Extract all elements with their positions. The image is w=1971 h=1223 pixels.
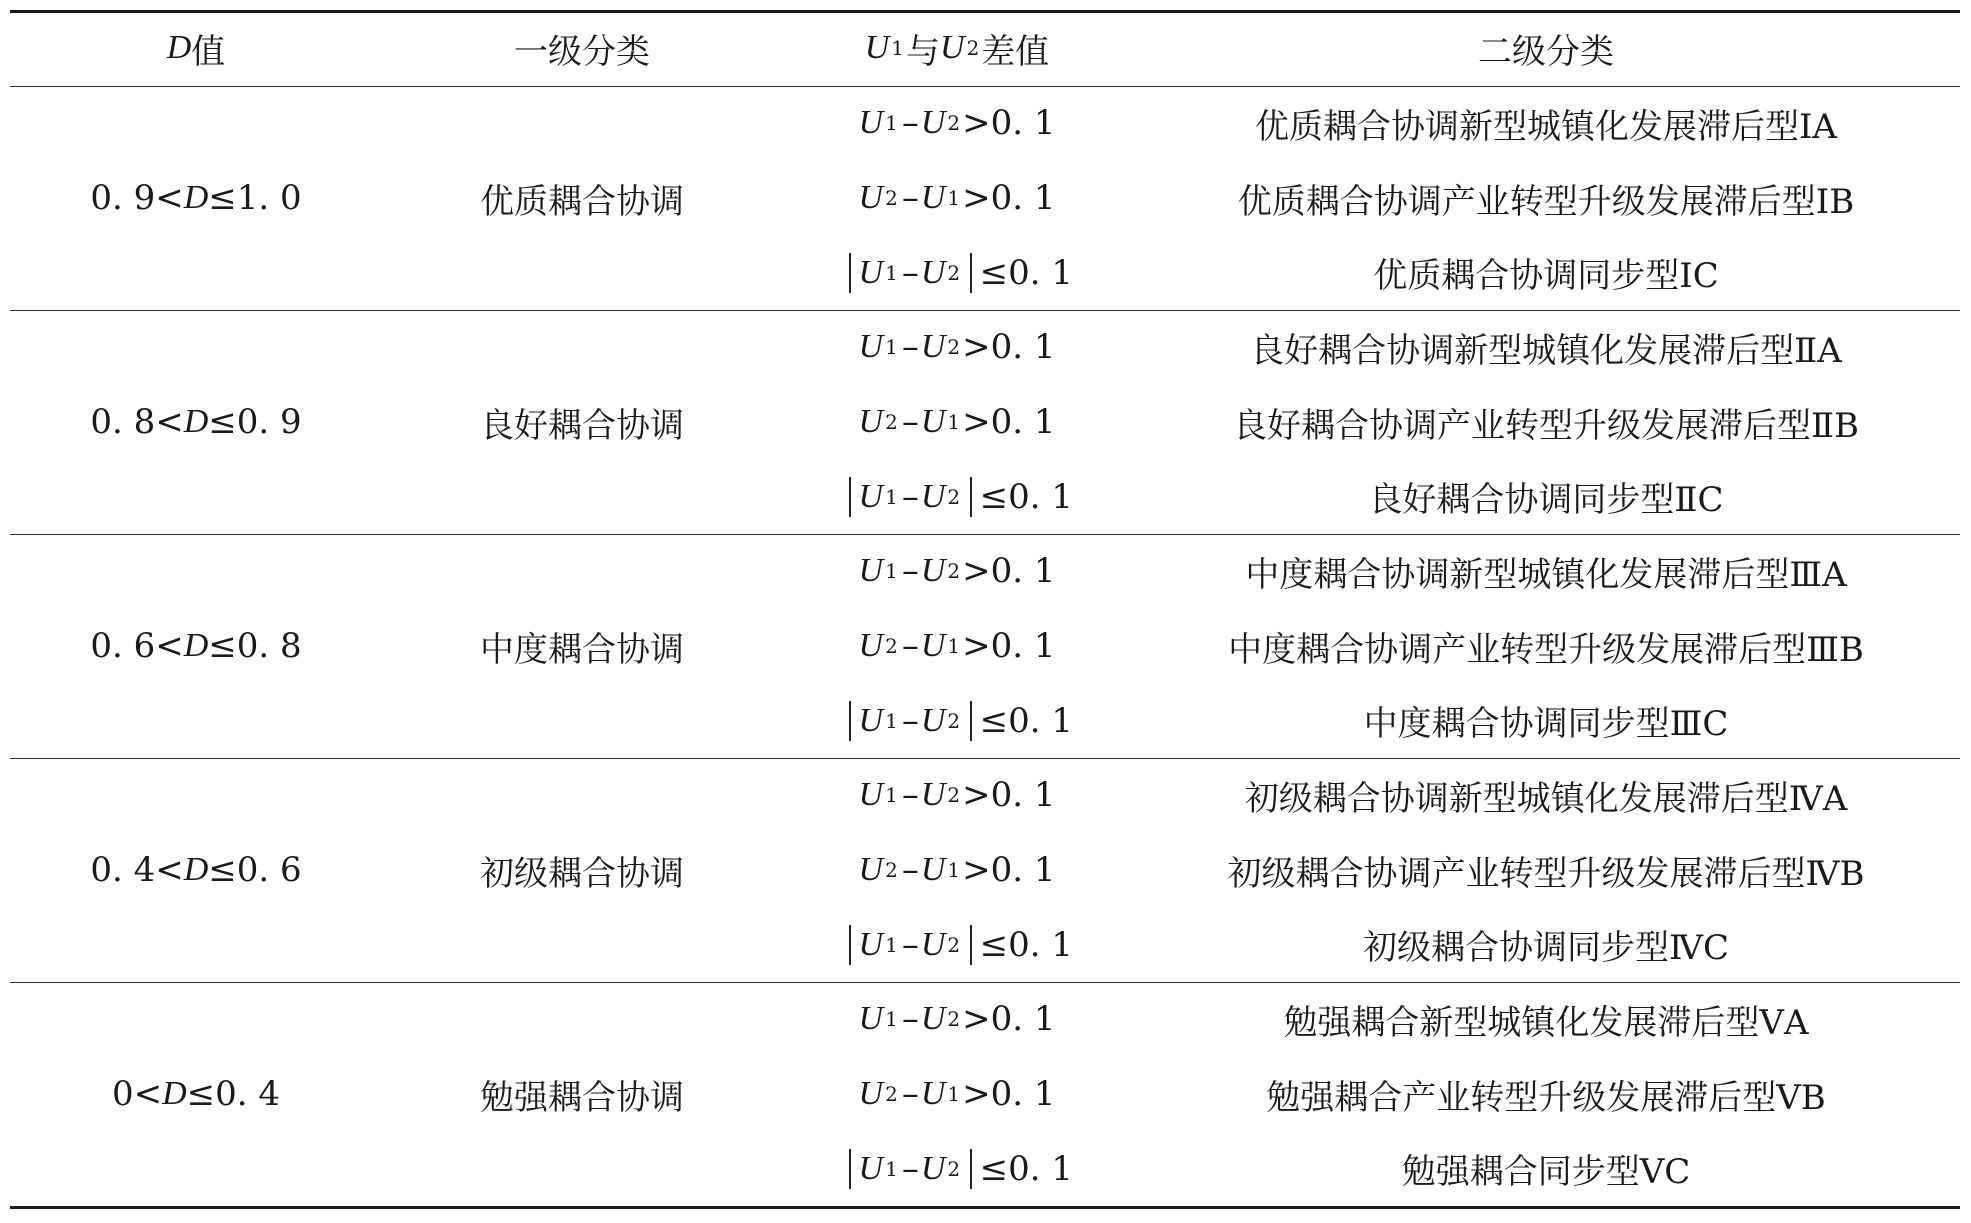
diff-threshold: ≤0. 1	[979, 700, 1073, 741]
level2-cell: 优质耦合协调同步型ⅠC	[1373, 256, 1719, 297]
diff-u-sub: 1	[885, 1007, 898, 1032]
diff-threshold: >0. 1	[962, 402, 1056, 443]
table-bottom-rule	[10, 1206, 1960, 1209]
diff-minus: –	[901, 924, 919, 965]
level2-cell: 初级耦合协调新型城镇化发展滞后型ⅣA	[1244, 778, 1848, 819]
diff-u-sub: 2	[947, 708, 961, 733]
diff-u-var: U	[920, 1075, 946, 1113]
diff-u-sub: 1	[885, 335, 898, 360]
header-d-value	[10, 10, 382, 86]
difference-cell	[782, 385, 1132, 460]
diff-minus: –	[901, 850, 919, 891]
difference-cell	[782, 907, 1132, 982]
difference-cell	[782, 1131, 1132, 1206]
diff-minus: –	[901, 402, 919, 443]
diff-u-var: U	[920, 104, 946, 142]
d-range-cell	[10, 534, 382, 758]
diff-threshold: >0. 1	[962, 850, 1056, 891]
diff-threshold: >0. 1	[962, 551, 1056, 592]
abs-bar-left	[849, 1149, 851, 1189]
abs-bar-left	[849, 701, 851, 741]
diff-u-sub: 2	[947, 335, 961, 360]
diff-minus: –	[901, 476, 919, 517]
diff-minus: –	[901, 551, 919, 592]
level2-cell: 良好耦合协调产业转型升级发展滞后型ⅡB	[1232, 405, 1860, 446]
diff-u-sub: 2	[947, 111, 961, 136]
diff-u-sub: 2	[947, 484, 961, 509]
abs-bar-left	[849, 253, 851, 293]
difference-cell	[782, 534, 1132, 609]
level2-cell: 勉强耦合产业转型升级发展滞后型ⅤB	[1266, 1077, 1826, 1118]
header-d-suffix: 值	[191, 31, 226, 72]
diff-minus: –	[901, 178, 919, 219]
d-range-var: D	[183, 403, 209, 440]
diff-u-sub: 2	[947, 559, 961, 584]
diff-threshold: ≤0. 1	[979, 476, 1073, 517]
d-range-cell	[10, 310, 382, 534]
diff-u-var: U	[920, 552, 946, 590]
diff-u-sub: 2	[885, 410, 898, 435]
diff-u-sub: 1	[885, 708, 898, 733]
header-u1-var: U	[864, 29, 890, 66]
header-diff-suffix: 差值	[981, 31, 1050, 72]
level2-cell: 中度耦合协调新型城镇化发展滞后型ⅢA	[1245, 554, 1847, 595]
diff-u-var: U	[858, 552, 884, 590]
diff-u-sub: 2	[947, 1007, 961, 1032]
level2-cell: 优质耦合协调新型城镇化发展滞后型ⅠA	[1255, 106, 1837, 147]
d-range-var: D	[183, 627, 209, 664]
diff-u-var: U	[920, 1149, 946, 1187]
diff-threshold: >0. 1	[962, 327, 1056, 368]
level2-cell: 优质耦合协调产业转型升级发展滞后型ⅠB	[1237, 181, 1855, 222]
d-range-low: 0. 4<	[90, 850, 184, 890]
diff-minus: –	[901, 626, 919, 667]
diff-u-sub: 2	[885, 858, 898, 883]
diff-u-var: U	[920, 1000, 946, 1038]
diff-u-var: U	[858, 1075, 884, 1113]
header-level2: 二级分类	[1478, 31, 1614, 72]
diff-u-var: U	[920, 179, 946, 217]
diff-threshold: >0. 1	[962, 103, 1056, 144]
header-and: 与	[906, 31, 940, 72]
diff-threshold: >0. 1	[962, 1074, 1056, 1115]
d-range-var: D	[183, 851, 209, 888]
abs-bar-right	[970, 925, 972, 965]
diff-u-sub: 1	[947, 410, 961, 435]
diff-minus: –	[901, 1148, 919, 1189]
header-u1-sub: 1	[891, 36, 904, 60]
diff-minus: –	[901, 327, 919, 368]
header-u2-var: U	[940, 29, 965, 66]
level1-cell: 勉强耦合协调	[480, 1077, 684, 1118]
abs-bar-right	[970, 1149, 972, 1189]
diff-u-var: U	[858, 701, 884, 739]
d-range-low: 0<	[111, 1074, 163, 1114]
diff-u-var: U	[920, 477, 946, 515]
diff-u-var: U	[858, 179, 884, 217]
level2-cell: 勉强耦合新型城镇化发展滞后型ⅤA	[1283, 1002, 1809, 1043]
d-range-low: 0. 9<	[90, 178, 184, 218]
d-range-high: ≤0. 8	[208, 626, 302, 666]
abs-bar-right	[970, 477, 972, 517]
diff-minus: –	[901, 1074, 919, 1115]
d-range-cell	[10, 86, 382, 310]
diff-u-var: U	[858, 1149, 884, 1187]
diff-threshold: ≤0. 1	[979, 924, 1073, 965]
diff-u-var: U	[858, 776, 884, 814]
level2-cell: 勉强耦合同步型ⅤC	[1401, 1152, 1691, 1193]
difference-cell	[782, 1057, 1132, 1132]
diff-minus: –	[901, 700, 919, 741]
diff-u-var: U	[858, 403, 884, 441]
diff-u-sub: 1	[885, 260, 898, 285]
header-difference	[782, 10, 1132, 86]
diff-threshold: >0. 1	[962, 999, 1056, 1040]
diff-u-var: U	[858, 851, 884, 889]
diff-u-sub: 2	[947, 260, 961, 285]
difference-cell	[782, 609, 1132, 684]
d-range-var: D	[183, 179, 209, 216]
diff-threshold: >0. 1	[962, 626, 1056, 667]
difference-cell	[782, 459, 1132, 534]
abs-bar-left	[849, 477, 851, 517]
diff-u-var: U	[920, 627, 946, 665]
diff-u-var: U	[920, 701, 946, 739]
diff-u-var: U	[920, 403, 946, 441]
diff-minus: –	[901, 103, 919, 144]
level1-cell: 优质耦合协调	[480, 181, 684, 222]
diff-u-var: U	[858, 925, 884, 963]
d-range-high: ≤0. 4	[186, 1074, 281, 1114]
d-range-high: ≤1. 0	[208, 178, 302, 218]
level2-cell: 初级耦合协调同步型ⅣC	[1363, 928, 1729, 969]
abs-bar-right	[970, 701, 972, 741]
level2-cell: 中度耦合协调产业转型升级发展滞后型ⅢB	[1228, 629, 1864, 670]
diff-u-var: U	[858, 104, 884, 142]
d-range-low: 0. 6<	[90, 626, 184, 666]
diff-u-sub: 1	[885, 932, 898, 957]
diff-u-sub: 1	[885, 111, 898, 136]
difference-cell	[782, 833, 1132, 908]
diff-minus: –	[901, 999, 919, 1040]
diff-u-sub: 1	[947, 1082, 961, 1107]
level1-cell: 初级耦合协调	[480, 853, 684, 894]
level2-cell: 良好耦合协调同步型ⅡC	[1368, 480, 1724, 521]
diff-u-var: U	[920, 328, 946, 366]
difference-cell	[782, 161, 1132, 236]
difference-cell	[782, 683, 1132, 758]
d-range-high: ≤0. 6	[208, 850, 302, 890]
diff-u-sub: 1	[885, 484, 898, 509]
diff-u-sub: 2	[885, 186, 898, 211]
diff-u-sub: 2	[885, 634, 898, 659]
d-range-high: ≤0. 9	[208, 402, 302, 442]
header-level1: 一级分类	[514, 31, 650, 72]
diff-u-sub: 2	[885, 1082, 898, 1107]
difference-cell	[782, 86, 1132, 161]
diff-u-var: U	[858, 1000, 884, 1038]
d-range-var: D	[162, 1075, 187, 1112]
diff-minus: –	[901, 775, 919, 816]
diff-u-var: U	[920, 925, 946, 963]
diff-u-sub: 1	[947, 858, 961, 883]
diff-threshold: ≤0. 1	[979, 1148, 1073, 1189]
diff-threshold: >0. 1	[962, 775, 1056, 816]
diff-u-var: U	[920, 776, 946, 814]
difference-cell	[782, 310, 1132, 385]
d-range-cell	[10, 758, 382, 982]
diff-minus: –	[901, 252, 919, 293]
diff-u-sub: 1	[947, 186, 961, 211]
difference-cell	[782, 982, 1132, 1057]
diff-u-sub: 2	[947, 932, 961, 957]
difference-cell	[782, 235, 1132, 310]
abs-bar-left	[849, 925, 851, 965]
diff-u-var: U	[858, 253, 884, 291]
header-u2-sub: 2	[966, 36, 980, 60]
level2-cell: 初级耦合协调产业转型升级发展滞后型ⅣB	[1227, 853, 1865, 894]
level1-cell: 良好耦合协调	[480, 405, 684, 446]
diff-u-sub: 1	[885, 783, 898, 808]
diff-u-var: U	[920, 851, 946, 889]
diff-threshold: ≤0. 1	[979, 252, 1073, 293]
difference-cell	[782, 758, 1132, 833]
diff-u-var: U	[858, 328, 884, 366]
diff-u-sub: 2	[947, 1156, 961, 1181]
diff-u-var: U	[858, 477, 884, 515]
diff-u-sub: 1	[885, 559, 898, 584]
diff-u-var: U	[858, 627, 884, 665]
diff-u-sub: 1	[885, 1156, 898, 1181]
diff-u-sub: 1	[947, 634, 961, 659]
diff-u-var: U	[920, 253, 946, 291]
level1-cell: 中度耦合协调	[480, 629, 684, 670]
abs-bar-right	[970, 253, 972, 293]
d-range-cell	[10, 982, 382, 1206]
level2-cell: 中度耦合协调同步型ⅢC	[1363, 704, 1729, 745]
diff-u-sub: 2	[947, 783, 961, 808]
header-d-var: D	[166, 29, 192, 66]
diff-threshold: >0. 1	[962, 178, 1056, 219]
d-range-low: 0. 8<	[90, 402, 184, 442]
level2-cell: 良好耦合协调新型城镇化发展滞后型ⅡA	[1250, 330, 1842, 371]
